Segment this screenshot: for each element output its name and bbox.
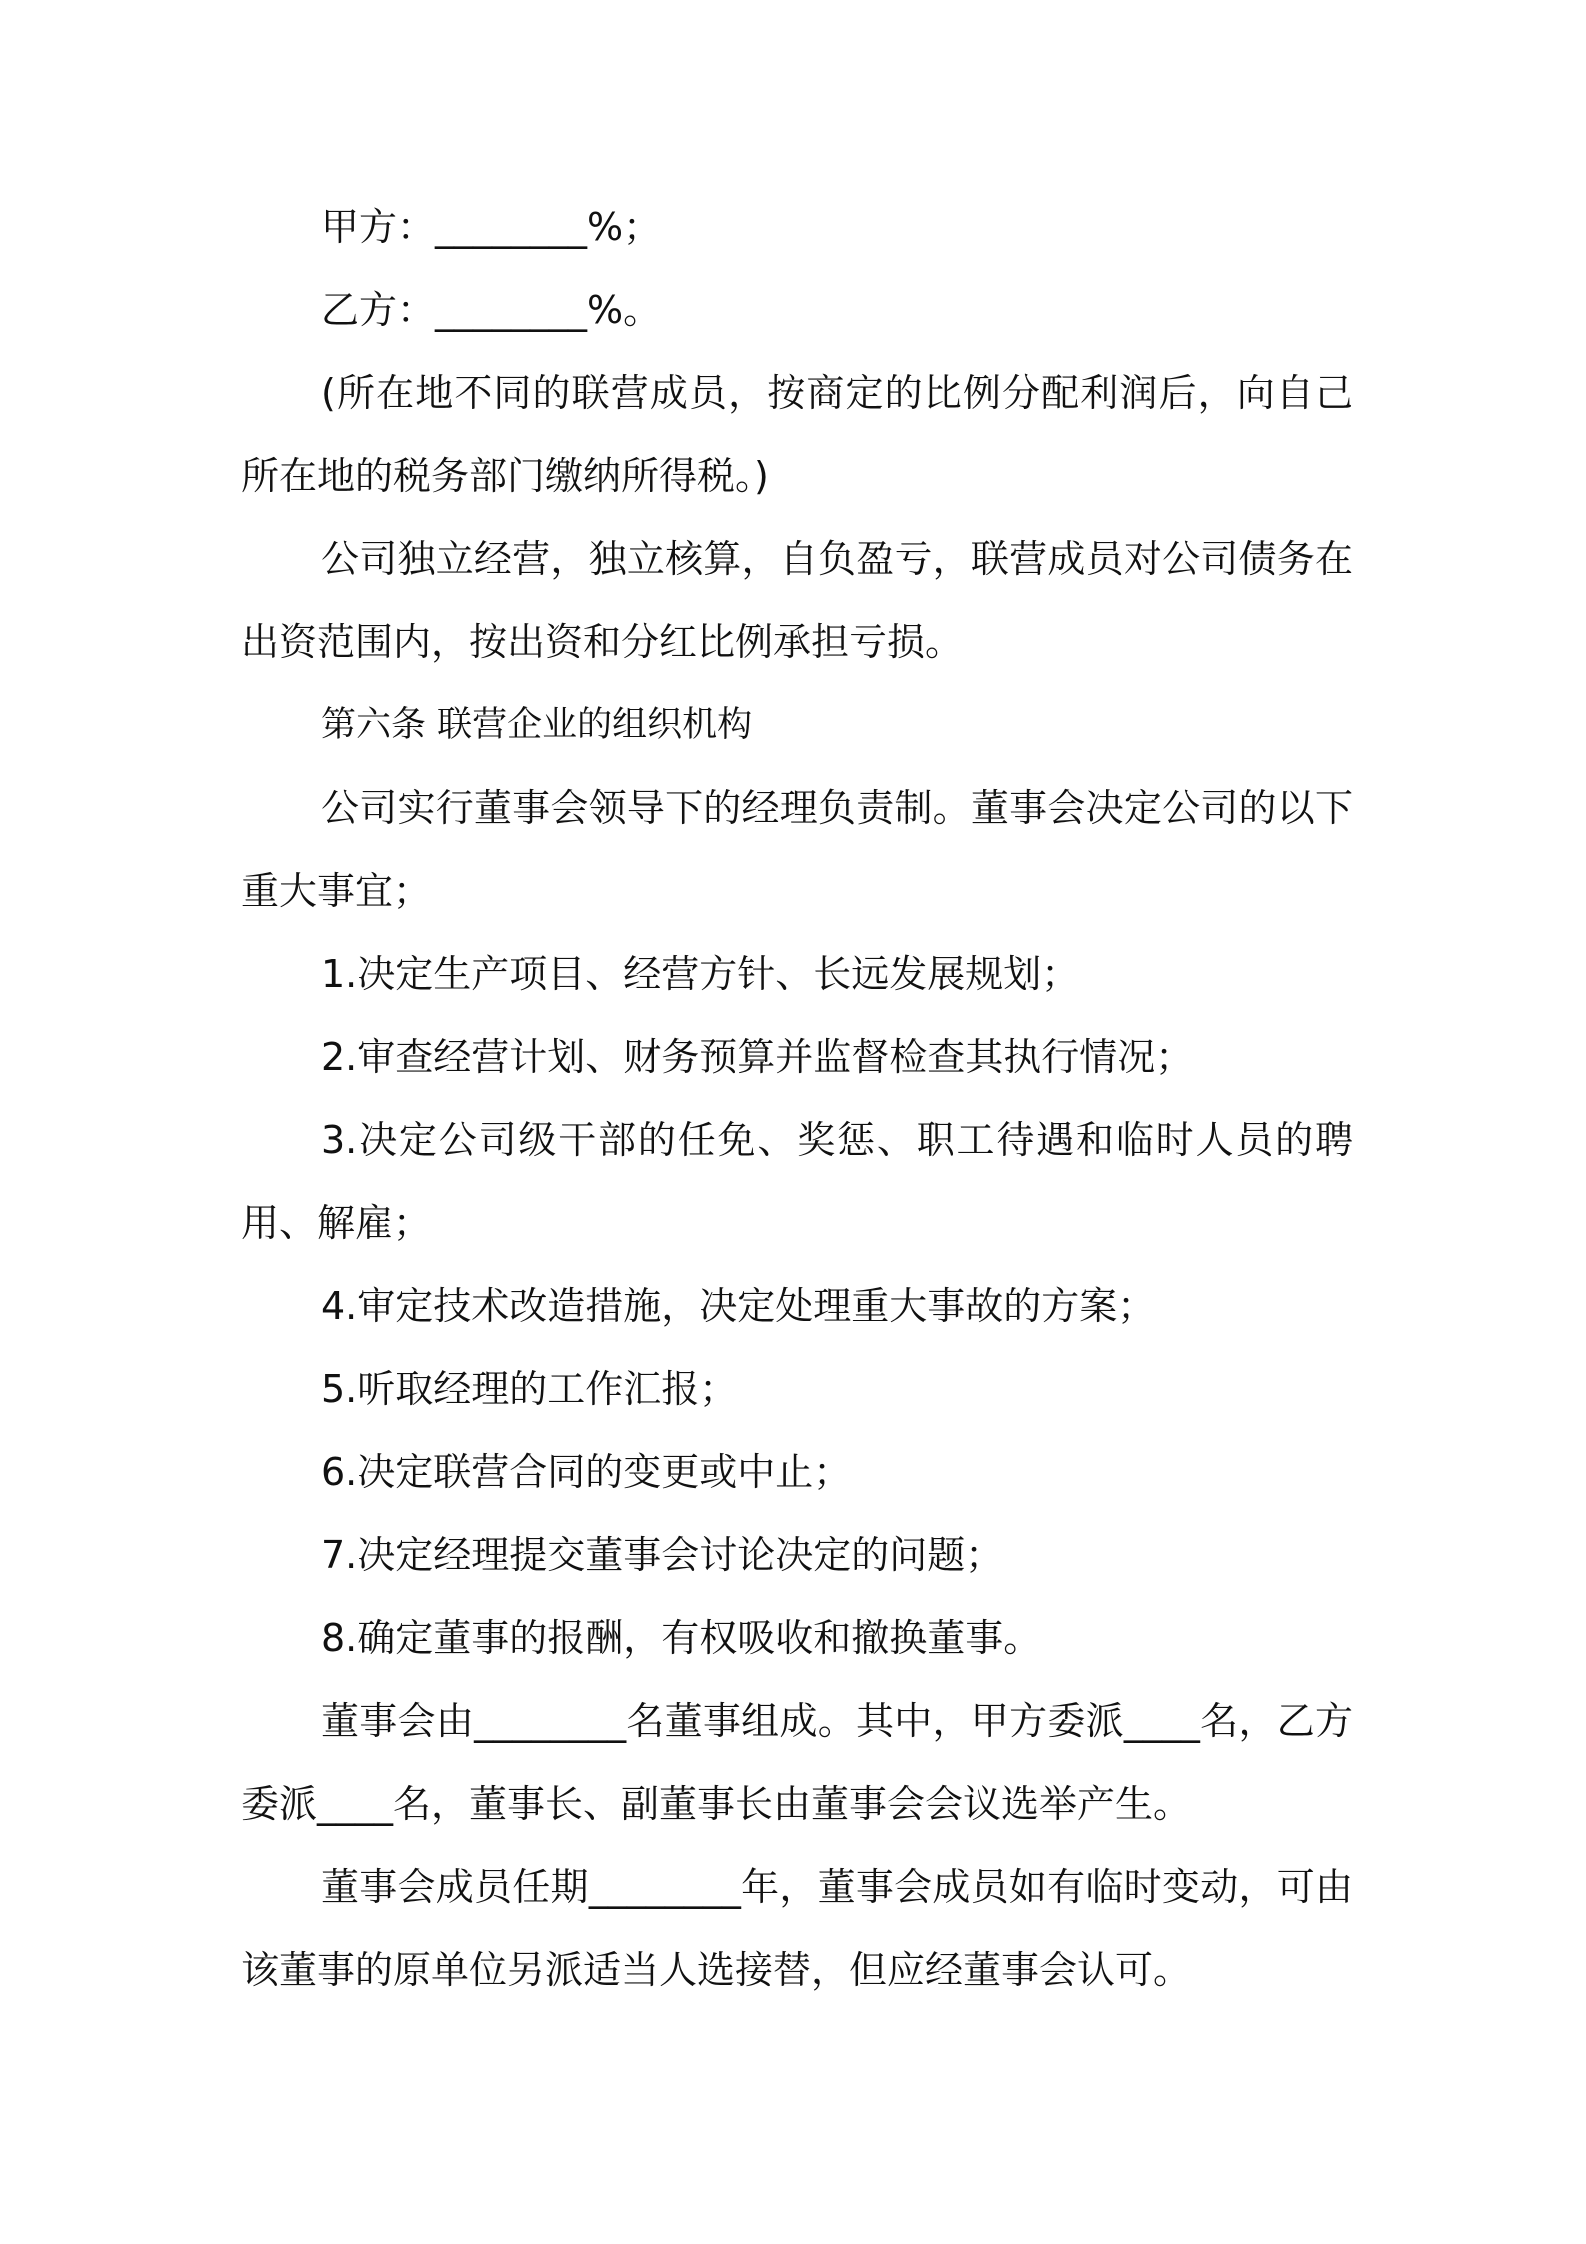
list-item-3: 3.决定公司级干部的任免、奖惩、职工待遇和临时人员的聘用、解雇； bbox=[241, 1118, 1353, 1245]
party-b-share-line: 乙方：________%。 bbox=[321, 288, 662, 332]
tax-note-paragraph: (所在地不同的联营成员，按商定的比例分配利润后，向自己所在地的税务部门缴纳所得税。) bbox=[241, 371, 1353, 498]
list-item-1: 1.决定生产项目、经营方针、长远发展规划； bbox=[321, 952, 1080, 996]
board-composition-paragraph: 董事会由________名董事组成。其中，甲方委派____名，乙方委派____名，董事长、副董事长由董事会会议选举产生。 bbox=[241, 1699, 1353, 1826]
party-a-share-line: 甲方：________%； bbox=[321, 205, 662, 249]
list-item-5: 5.听取经理的工作汇报； bbox=[321, 1367, 738, 1411]
list-item-6: 6.决定联营合同的变更或中止； bbox=[321, 1450, 852, 1494]
independent-operation-paragraph: 公司独立经营，独立核算，自负盈亏，联营成员对公司债务在出资范围内，按出资和分红比例承担亏损。 bbox=[241, 537, 1353, 664]
board-term-paragraph: 董事会成员任期________年，董事会成员如有临时变动，可由该董事的原单位另派适当人选接替，但应经董事会认可。 bbox=[241, 1865, 1353, 1992]
list-item-8: 8.确定董事的报酬，有权吸收和撤换董事。 bbox=[321, 1616, 1042, 1660]
list-item-4: 4.审定技术改造措施，决定处理重大事故的方案； bbox=[321, 1284, 1156, 1328]
list-item-7: 7.决定经理提交董事会讨论决定的问题； bbox=[321, 1533, 1004, 1577]
article-six-heading: 第六条 联营企业的组织机构 bbox=[321, 705, 753, 745]
document-body bbox=[241, 186, 1353, 2012]
list-item-2: 2.审查经营计划、财务预算并监督检查其执行情况； bbox=[321, 1035, 1194, 1079]
board-responsibility-paragraph: 公司实行董事会领导下的经理负责制。董事会决定公司的以下重大事宜； bbox=[241, 786, 1353, 913]
